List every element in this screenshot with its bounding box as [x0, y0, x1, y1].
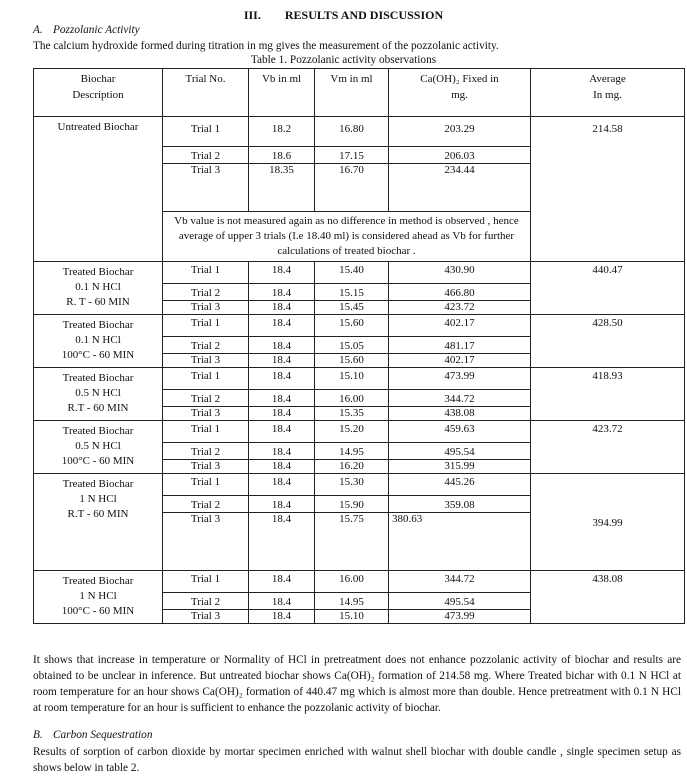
cell-vb: 18.4	[249, 284, 315, 301]
cell-trial: Trial 3	[163, 407, 249, 421]
section-number: III.	[243, 8, 261, 22]
cell-trial: Trial 3	[163, 354, 249, 368]
cell-caoh-fixed: 481.17	[389, 337, 531, 354]
cell-vm: 15.05	[315, 337, 389, 354]
cell-vm: 15.30	[315, 474, 389, 496]
cell-trial: Trial 1	[163, 474, 249, 496]
cell-vb: 18.4	[249, 460, 315, 474]
cell-vb: 18.4	[249, 443, 315, 460]
cell-caoh-fixed: 466.80	[389, 284, 531, 301]
cell-caoh-fixed: 359.08	[389, 496, 531, 513]
cell-vb: 18.4	[249, 368, 315, 390]
cell-vm: 15.35	[315, 407, 389, 421]
group-description: Treated Biochar 0.5 N HCl 100°C - 60 MIN	[34, 421, 163, 474]
cell-caoh-fixed: 473.99	[389, 368, 531, 390]
cell-caoh-fixed: 206.03	[389, 147, 531, 164]
cell-vm: 15.40	[315, 262, 389, 284]
cell-vm: 15.20	[315, 421, 389, 443]
cell-vb: 18.4	[249, 390, 315, 407]
cell-vb: 18.4	[249, 354, 315, 368]
cell-vm: 15.10	[315, 368, 389, 390]
subsection-a-letter: A.	[33, 24, 43, 36]
header-vm: Vm in ml	[315, 69, 389, 117]
cell-average: 428.50	[531, 315, 685, 368]
cell-caoh-fixed: 315.99	[389, 460, 531, 474]
cell-vb: 18.4	[249, 610, 315, 624]
cell-average: 438.08	[531, 571, 685, 624]
subsection-a-title: Pozzolanic Activity	[53, 24, 140, 36]
cell-vm: 16.80	[315, 117, 389, 147]
cell-trial: Trial 3	[163, 460, 249, 474]
group-description: Treated Biochar 0.1 N HCl R. T - 60 MIN	[34, 262, 163, 315]
group-description: Untreated Biochar	[34, 117, 163, 262]
cell-vm: 15.15	[315, 284, 389, 301]
cell-vm: 16.70	[315, 164, 389, 212]
table-row	[34, 117, 685, 147]
cell-caoh-fixed: 445.26	[389, 474, 531, 496]
table-row	[34, 315, 685, 337]
cell-trial: Trial 3	[163, 164, 249, 212]
table-caption: Table 1. Pozzolanic activity observations	[250, 54, 437, 66]
cell-vm: 15.45	[315, 301, 389, 315]
intro-paragraph: The calcium hydroxide formed during titration in mg gives the measurement of the pozzolanic activity.	[33, 40, 499, 52]
cell-vm: 14.95	[315, 593, 389, 610]
cell-trial: Trial 3	[163, 513, 249, 571]
table-row	[34, 421, 685, 443]
vb-note: Vb value is not measured again as no difference in method is observed , hence average of upper 3 trials (I.e 18.40 ml) is considered ahead as Vb for further calculations of treated biochar .	[163, 212, 531, 262]
group-description: Treated Biochar 0.1 N HCl 100°C - 60 MIN	[34, 315, 163, 368]
cell-vb: 18.4	[249, 407, 315, 421]
cell-trial: Trial 1	[163, 571, 249, 593]
table-row	[34, 368, 685, 390]
cell-vm: 16.00	[315, 571, 389, 593]
cell-trial: Trial 3	[163, 301, 249, 315]
group-description: Treated Biochar 1 N HCl R.T - 60 MIN	[34, 474, 163, 571]
cell-caoh-fixed: 495.54	[389, 443, 531, 460]
cell-vm: 15.10	[315, 610, 389, 624]
cell-average: 394.99	[531, 474, 685, 571]
cell-vm: 15.90	[315, 496, 389, 513]
subsection-b-letter: B.	[33, 729, 43, 741]
subsection-b-heading	[33, 729, 152, 741]
header-caoh-fixed: Ca(OH)₂ Fixed in mg.	[389, 69, 531, 117]
cell-trial: Trial 1	[163, 421, 249, 443]
cell-caoh-fixed: 438.08	[389, 407, 531, 421]
cell-trial: Trial 1	[163, 368, 249, 390]
cell-caoh-fixed: 380.63	[389, 513, 531, 571]
cell-vm: 16.20	[315, 460, 389, 474]
cell-trial: Trial 2	[163, 147, 249, 164]
cell-average: 423.72	[531, 421, 685, 474]
cell-vb: 18.4	[249, 593, 315, 610]
cell-vb: 18.4	[249, 262, 315, 284]
subsection-b-title: Carbon Sequestration	[53, 729, 153, 741]
cell-vm: 14.95	[315, 443, 389, 460]
cell-vb: 18.35	[249, 164, 315, 212]
discussion-paragraph: It shows that increase in temperature or Normality of HCl in pretreatment does not enhance pozzolanic activity of biochar and results are obtained to be unclear in inference. But untreated biochar shows Ca(OH)₂ formation of 214.58 mg. Where Treated bichar with 0.1 N HCl at room temperature for an hour shows Ca(OH)₂ formation of 440.47 mg which is almost more than double. Hence pretreatment with 0.1 N HCl at room temperature for an hour is sufficient to enhance the pozzolanic activity of biochar.	[33, 654, 681, 714]
cell-vm: 17.15	[315, 147, 389, 164]
cell-vb: 18.4	[249, 571, 315, 593]
header-average: Average In mg.	[531, 69, 685, 117]
cell-vb: 18.4	[249, 315, 315, 337]
cell-vm: 15.60	[315, 315, 389, 337]
section-title: RESULTS AND DISCUSSION	[284, 8, 444, 22]
pozzolanic-table	[33, 68, 685, 624]
table-row	[34, 262, 685, 284]
cell-vm: 15.75	[315, 513, 389, 571]
cell-caoh-fixed: 344.72	[389, 390, 531, 407]
header-description: Biochar Description	[34, 69, 163, 117]
cell-vb: 18.6	[249, 147, 315, 164]
cell-average: 418.93	[531, 368, 685, 421]
section-heading	[0, 8, 687, 23]
cell-trial: Trial 1	[163, 117, 249, 147]
cell-caoh-fixed: 423.72	[389, 301, 531, 315]
cell-caoh-fixed: 430.90	[389, 262, 531, 284]
cell-trial: Trial 2	[163, 496, 249, 513]
table-row	[34, 474, 685, 496]
cell-trial: Trial 3	[163, 610, 249, 624]
cell-caoh-fixed: 234.44	[389, 164, 531, 212]
cell-trial: Trial 1	[163, 262, 249, 284]
cell-vm: 16.00	[315, 390, 389, 407]
cell-vb: 18.4	[249, 513, 315, 571]
table-row	[34, 571, 685, 593]
cell-vb: 18.4	[249, 474, 315, 496]
cell-vb: 18.4	[249, 496, 315, 513]
cell-caoh-fixed: 402.17	[389, 315, 531, 337]
cell-trial: Trial 2	[163, 593, 249, 610]
cell-caoh-fixed: 344.72	[389, 571, 531, 593]
cell-trial: Trial 2	[163, 390, 249, 407]
cell-vb: 18.4	[249, 301, 315, 315]
cell-caoh-fixed: 203.29	[389, 117, 531, 147]
cell-vm: 15.60	[315, 354, 389, 368]
header-trial: Trial No.	[163, 69, 249, 117]
subsection-a-heading	[33, 24, 140, 36]
cell-vb: 18.4	[249, 337, 315, 354]
cell-trial: Trial 1	[163, 315, 249, 337]
header-vb: Vb in ml	[249, 69, 315, 117]
cell-average: 214.58	[531, 117, 685, 262]
cell-average: 440.47	[531, 262, 685, 315]
cell-caoh-fixed: 402.17	[389, 354, 531, 368]
header-row	[34, 69, 685, 117]
cell-trial: Trial 2	[163, 337, 249, 354]
group-description: Treated Biochar 0.5 N HCl R.T - 60 MIN	[34, 368, 163, 421]
group-description: Treated Biochar 1 N HCl 100°C - 60 MIN	[34, 571, 163, 624]
cell-vb: 18.4	[249, 421, 315, 443]
carbon-paragraph: Results of sorption of carbon dioxide by mortar specimen enriched with walnut shell biochar with double candle , single specimen setup as shows below in table 2.	[33, 746, 681, 774]
cell-caoh-fixed: 473.99	[389, 610, 531, 624]
cell-caoh-fixed: 495.54	[389, 593, 531, 610]
cell-trial: Trial 2	[163, 443, 249, 460]
cell-caoh-fixed: 459.63	[389, 421, 531, 443]
cell-trial: Trial 2	[163, 284, 249, 301]
cell-vb: 18.2	[249, 117, 315, 147]
